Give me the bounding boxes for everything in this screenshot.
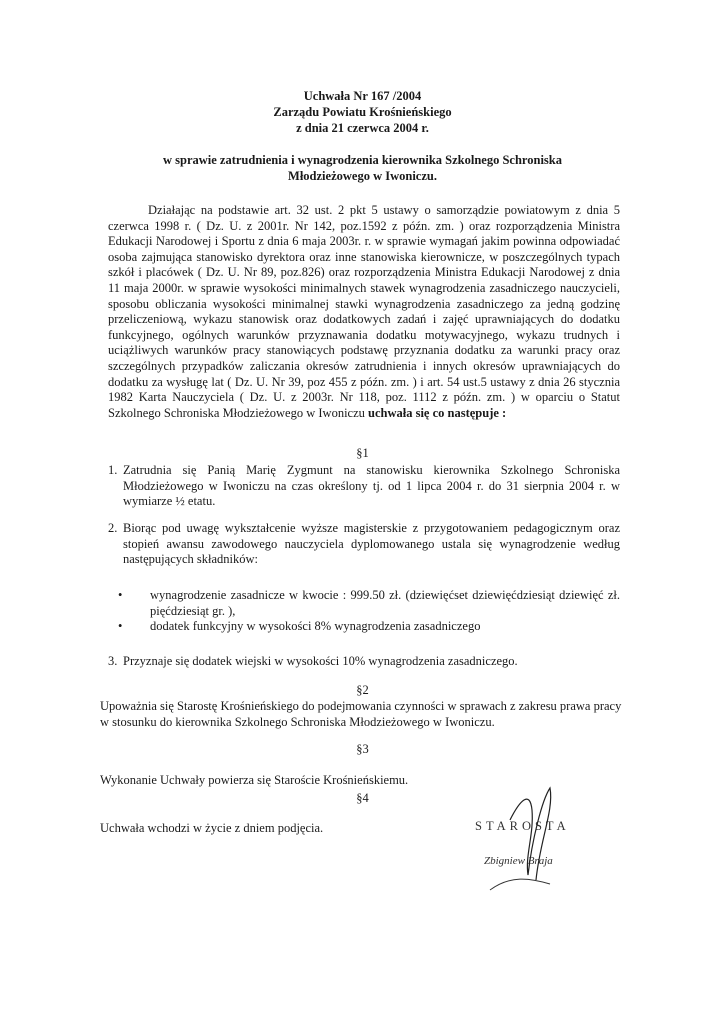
bullet-icon: • <box>118 619 123 634</box>
preamble-text: Działając na podstawie art. 32 ust. 2 pkt 5 ustawy o samorządzie powiatowym z dnia 5 czerwca 1998 r. ( Dz. U. z 2001r. Nr 142, poz.1592 z późn. zm. ) oraz rozporządzenia Ministra Edukacji Narodowej i Sportu z dnia 6 maja 2003r. r. w sprawie wymagań jakim powinna odpowiadać osoba zajmująca stanowisko dyrektora oraz inne stanowiska kierownicze, w poszczególnych typach szkół i placówek ( Dz. U. Nr 89, poz.826) oraz rozporządzenia Ministra Edukacji Narodowej z dnia 11 maja 2000r. w sprawie wysokości minimalnych stawek wynagrodzenia zasadniczego nauczycieli, sposobu obliczania wysokości minimalnej stawki wynagrodzenia zasadniczego za jedną godzinę przeliczeniową, wykazu stanowisk oraz dodatkowych zadań i zajęć uprawniających do dodatku funkcyjnego, ogólnych warunków przyznawania dodatku motywacyjnego, wykazu trudnych i uciążliwych warunków pracy stanowiących podstawę przyznania dodatku za warunki pracy oraz szczególnych przypadków zaliczania okresów zatrudnienia i innych okresów uprawniających do dodatku za wysługę lat ( Dz. U. Nr 39, poz 455 z późn. zm. ) i art. 54 ust.5 ustawy z dnia 26 stycznia 1982 Karta Nauczyciela ( Dz. U. z 2003r. Nr 118, poz. 1112 z późn. zm. ) w oparciu o Statut Szkolnego Schroniska Młodzieżowego w Iwoniczu <box>108 203 620 420</box>
stamp-name: Zbigniew Braja <box>484 855 553 867</box>
section-4-text: Uchwała wchodzi w życie z dniem podjęcia. <box>100 821 324 835</box>
subject-line-1: w sprawie zatrudnienia i wynagrodzenia kierownika Szkolnego Schroniska <box>162 153 562 167</box>
item-3 <box>108 654 620 670</box>
section-3-mark: §3 <box>356 742 369 756</box>
issuing-body: Zarządu Powiatu Krośnieńskiego <box>273 105 452 119</box>
bullet-1-text: wynagrodzenie zasadnicze w kwocie : 999.50 zł. (dziewięćset dziewięćdziesiąt dziewięć zł. pięćdziesiąt gr. ), <box>150 588 620 618</box>
item-2-text: Biorąc pod uwagę wykształcenie wyższe magisterskie z przygotowaniem pedagogicznym oraz stopień awansu zawodowego nauczyciela dyplomowanego ustala się wynagrodzenie według następujących składników: <box>123 521 620 567</box>
signature-underline <box>490 879 550 890</box>
stamp-title: STAROSTA <box>475 819 570 833</box>
item-3-text: Przyznaje się dodatek wiejski w wysokości 10% wynagrodzenia zasadniczego. <box>123 654 518 668</box>
item-1-text: Zatrudnia się Panią Marię Zygmunt na stanowisku kierownika Szkolnego Schroniska Młodzieżowego w Iwoniczu na czas określony tj. od 1 lipca 2004 r. do 31 sierpnia 2004 r. w wymiarze ½ etatu. <box>123 463 620 509</box>
preamble-paragraph <box>108 203 620 421</box>
salary-components-list <box>118 588 620 635</box>
resolution-header <box>0 88 725 136</box>
list-item <box>118 588 620 619</box>
item-1-number: 1. <box>108 463 118 477</box>
bullet-icon: • <box>118 588 123 602</box>
subject-line-2: Młodzieżowego w Iwoniczu. <box>288 169 437 183</box>
list-item <box>118 619 620 635</box>
item-3-number: 3. <box>108 654 118 668</box>
bullet-2-text: dodatek funkcyjny w wysokości 8% wynagrodzenia zasadniczego <box>150 619 481 634</box>
section-4-mark: §4 <box>356 791 369 805</box>
resolution-number: Uchwała Nr 167 /2004 <box>303 89 422 103</box>
section-1-mark: §1 <box>356 446 369 460</box>
item-2 <box>108 521 620 568</box>
resolution-subject <box>100 152 625 184</box>
item-1 <box>108 463 620 510</box>
section-3-text: Wykonanie Uchwały powierza się Staroście Krośnieńskiemu. <box>100 773 409 787</box>
preamble-bold-tail: uchwała się co następuje : <box>368 405 507 420</box>
section-2-mark: §2 <box>356 683 369 697</box>
signature-stamp <box>470 780 610 900</box>
resolution-date: z dnia 21 czerwca 2004 r. <box>296 121 429 135</box>
section-2-text: Upoważnia się Starostę Krośnieńskiego do podejmowania czynności w sprawach z zakresu prawa pracy w stosunku do kierownika Szkolnego Schroniska Młodzieżowego w Iwoniczu. <box>100 699 622 729</box>
item-2-number: 2. <box>108 521 118 535</box>
starosta-signature <box>470 780 610 900</box>
